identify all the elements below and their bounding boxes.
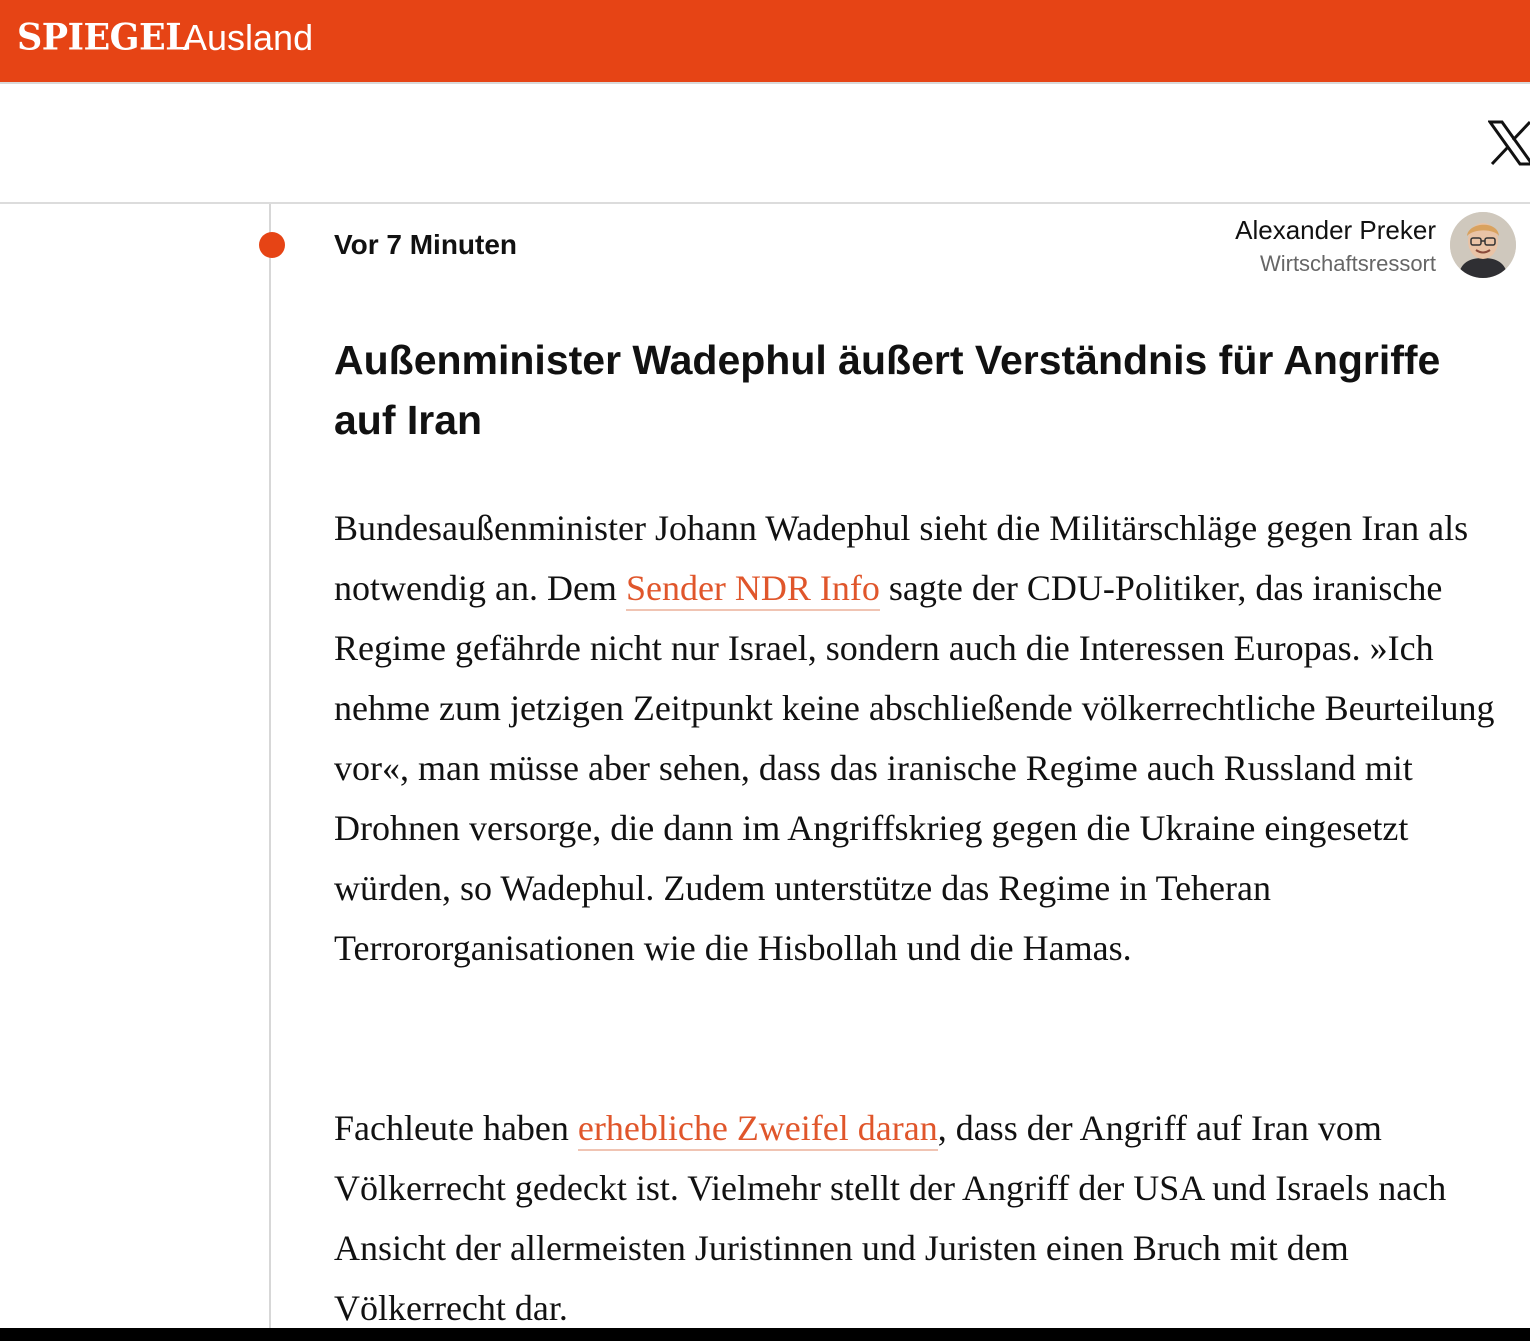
paragraph-text: sagte der CDU-Politiker, das iranische Regime gefährde nicht nur Israel, sondern auch die Interessen Europas. »Ich nehme zum jetzigen Zeitpunkt keine abschließende völkerrechtliche Beurteilung vor«, man müsse aber sehen, dass das iranische Regime auch Russland mit Drohnen versorge, die dann im Angriffskrieg gegen die Ukraine eingesetzt würden, so Wadephul. Zudem unterstütze das Regime in Teheran Terrororganisationen wie die Hisbollah und die Hamas. — [334, 568, 1495, 968]
link-erhebliche-zweifel[interactable]: erhebliche Zweifel daran — [578, 1108, 938, 1151]
x-icon[interactable] — [1488, 118, 1530, 168]
post-paragraph-2 — [334, 1098, 1524, 1338]
link-ndr-info[interactable]: Sender NDR Info — [626, 568, 880, 611]
author-name[interactable]: Alexander Preker — [1235, 215, 1436, 245]
section-link-ausland[interactable]: Ausland — [183, 17, 314, 58]
post-headline: Außenminister Wadephul äußert Verständnis für Angriffe auf Iran — [334, 337, 1441, 443]
spiegel-logo[interactable]: SPIEGEL — [17, 15, 190, 60]
bottom-edge-bar — [0, 1328, 1530, 1341]
paragraph-text: Bundesaußenminister Johann Wadephul sieht die Militärschläge gegen Iran als notwendig an. Dem — [334, 508, 1469, 608]
paragraph-text: , dass der Angriff auf Iran vom Völkerrecht gedeckt ist. Vielmehr stellt der Angriff der USA und Israels nach Ansicht der allermeisten Juristinnen und Juristen einen Bruch mit dem Völkerrecht dar. — [334, 1108, 1447, 1328]
author-department: Wirtschaftsressort — [1259, 251, 1436, 276]
post-paragraph-1 — [334, 498, 1524, 978]
author-avatar[interactable] — [1450, 212, 1516, 278]
paragraph-text: Fachleute haben — [334, 1108, 578, 1148]
post-timestamp: Vor 7 Minuten — [334, 229, 518, 260]
site-header — [0, 0, 1530, 84]
avatar-portrait-icon — [1450, 212, 1516, 278]
timeline-line — [269, 204, 271, 1328]
share-bar — [0, 86, 1530, 204]
timeline-dot-icon — [259, 232, 285, 258]
